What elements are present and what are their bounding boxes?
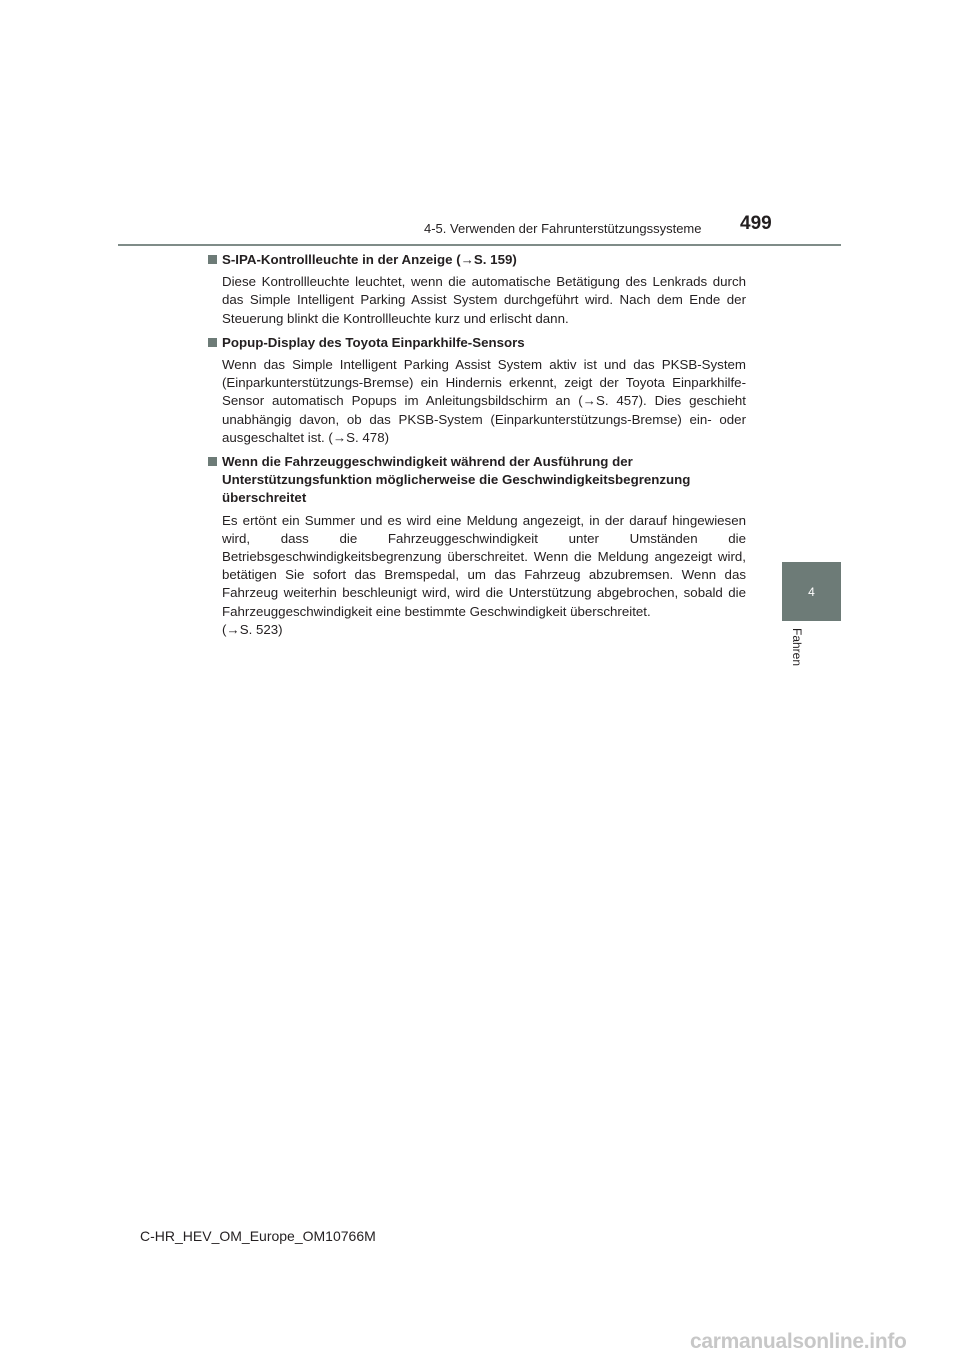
section-body: Es ertönt ein Summer und es wird eine Meldung angezeigt, in der darauf hingewiesen wird, dass die Fahrzeuggeschwindigkeit unter Umständen die Betriebsgeschwindigkeitsbegrenzung überschreitet. Wenn die Meldung angezeigt wird, betätigen Sie sofort das Bremspedal, um das Fahrzeug abzubremsen. Wenn das Fahrzeug weiterhin beschleunigt wird, wird die Unterstützung abgebrochen, sobald die Fahrzeuggeschwindigkeit eine bestimmte Geschwindigkeit überschreitet. xyxy=(222,512,746,619)
square-bullet-icon xyxy=(208,338,217,347)
section-heading-text: Wenn die Fahrzeuggeschwindigkeit während der Ausführung der Unterstützungsfunktion möglicherweise die Geschwindigkeitsbegrenzung überschreitet xyxy=(222,454,691,506)
section-body: Diese Kontrollleuchte leuchtet, wenn die automatische Betätigung des Lenkrads durch das Simple Intelligent Parking Assist System durchgeführt wird. Nach dem Ende der Steuerung blinkt die Kontrollleuchte kurz und erlischt dann. xyxy=(222,274,746,326)
chapter-tab xyxy=(782,562,841,621)
watermark: carmanualsonline.info xyxy=(690,1330,907,1353)
chapter-label: Fahren xyxy=(790,628,804,667)
running-header-section-title: 4-5. Verwenden der Fahrunterstützungssysteme xyxy=(424,221,702,236)
main-content xyxy=(208,251,746,645)
square-bullet-icon xyxy=(208,255,217,264)
section-heading xyxy=(208,251,746,269)
section-popup-display xyxy=(208,334,746,447)
section-speed-limit xyxy=(208,453,746,639)
document-id: C-HR_HEV_OM_Europe_OM10766M xyxy=(140,1228,376,1244)
section-heading-text: S-IPA-Kontrollleuchte in der Anzeige (→S. 159) xyxy=(222,252,517,267)
header-divider xyxy=(118,244,841,246)
section-heading-text: Popup-Display des Toyota Einparkhilfe-Sensors xyxy=(222,334,525,350)
square-bullet-icon xyxy=(208,457,217,466)
page-number: 499 xyxy=(740,213,772,234)
chapter-number: 4 xyxy=(808,584,815,599)
section-heading xyxy=(208,334,746,352)
section-heading xyxy=(208,453,746,508)
section-body: Wenn das Simple Intelligent Parking Assist System aktiv ist und das PKSB-System (Einparkunterstützungs-Bremse) ein Hindernis erkennt, zeigt der Toyota Einparkhilfe-Sensor automatisch Popups im Anleitungsbildschirm an (→S. 457). Dies geschieht unabhängig davon, ob das PKSB-System (Einparkunterstützungs-Bremse) ein- oder ausgeschaltet ist. (→S. 478) xyxy=(222,357,746,445)
page-reference: (→S. 523) xyxy=(222,621,283,637)
section-sipa-indicator xyxy=(208,251,746,328)
